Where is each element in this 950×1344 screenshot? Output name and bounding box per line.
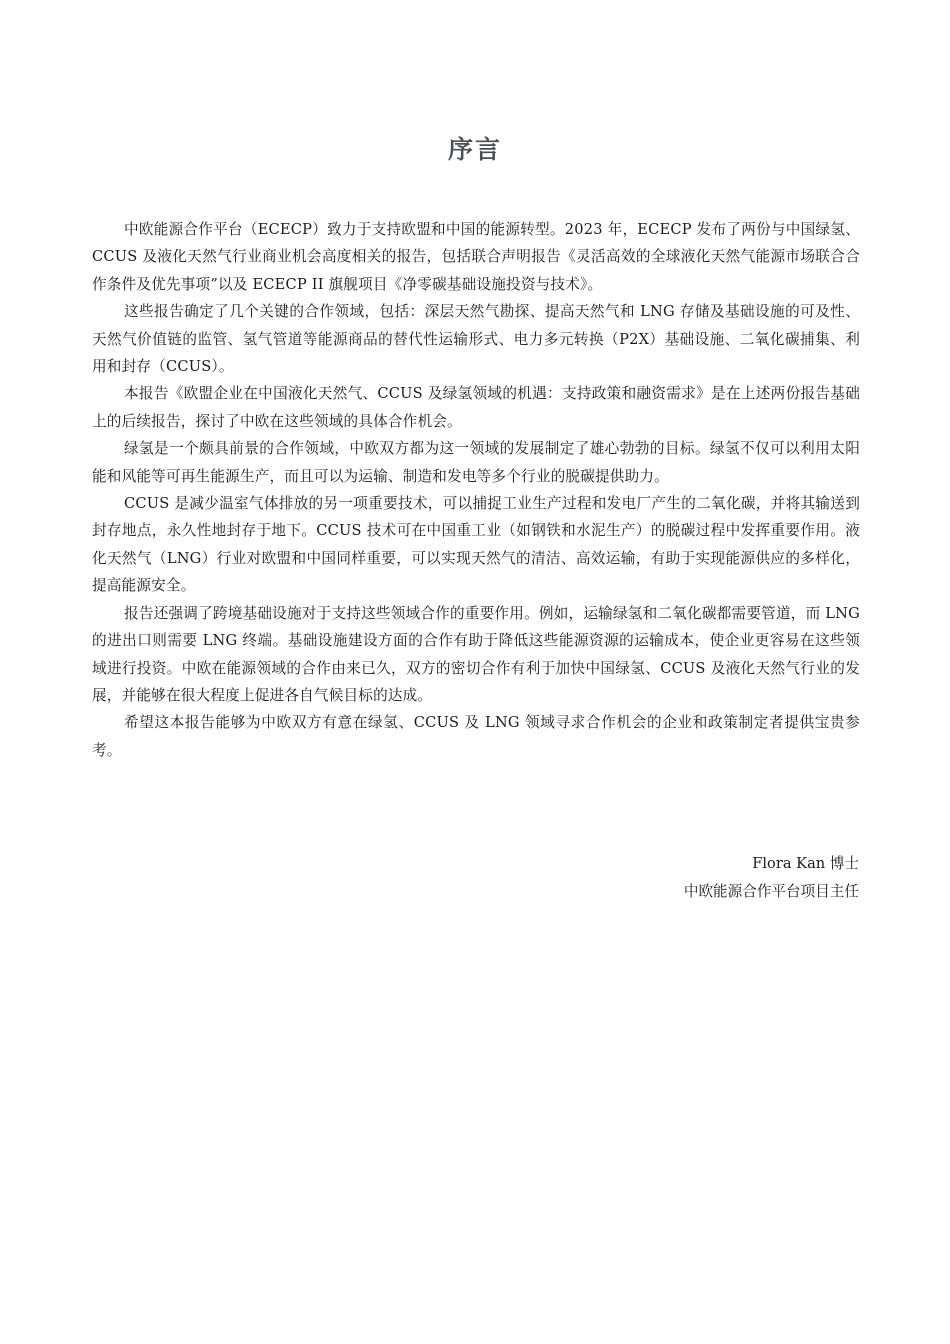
paragraph: 本报告《欧盟企业在中国液化天然气、CCUS 及绿氢领域的机遇：支持政策和融资需求》是在上述两份报告基础上的后续报告，探讨了中欧在这些领域的具体合作机会。 [92, 385, 860, 430]
preface-body [92, 216, 860, 764]
paragraph: 这些报告确定了几个关键的合作领域，包括：深层天然气勘探、提高天然气和 LNG 存储及基础设施的可及性、天然气价值链的监管、氢气管道等能源商品的替代性运输形式、电力多元转换（P2X）基础设施、二氧化碳捕集、利用和封存（CCUS）。 [92, 303, 860, 376]
page-title: 序言 [447, 135, 502, 164]
paragraph: 中欧能源合作平台（ECECP）致力于支持欧盟和中国的能源转型。2023 年，ECECP 发布了两份与中国绿氢、CCUS 及液化天然气行业商业机会高度相关的报告，包括联合声明报告《灵活高效的全球液化天然气能源市场联合合作条件及优先事项”以及 ECECP II 旗舰项目《净零碳基础设施投资与技术》。 [92, 221, 860, 293]
paragraph: CCUS 是减少温室气体排放的另一项重要技术，可以捕捉工业生产过程和发电厂产生的二氧化碳，并将其输送到封存地点，永久性地封存于地下。CCUS 技术可在中国重工业（如钢铁和水泥生产）的脱碳过程中发挥重要作用。液化天然气（LNG）行业对欧盟和中国同样重要，可以实现天然气的清洁、高效运输，有助于实现能源供应的多样化，提高能源安全。 [92, 495, 860, 595]
paragraph: 绿氢是一个颇具前景的合作领域，中欧双方都为这一领域的发展制定了雄心勃勃的目标。绿氢不仅可以利用太阳能和风能等可再生能源生产，而且可以为运输、制造和发电等多个行业的脱碳提供助力。 [92, 440, 860, 485]
paragraph: 希望这本报告能够为中欧双方有意在绿氢、CCUS 及 LNG 领域寻求合作机会的企业和政策制定者提供宝贵参考。 [92, 714, 860, 759]
signature-block [684, 850, 859, 906]
signature-role: 中欧能源合作平台项目主任 [683, 883, 859, 900]
paragraph: 报告还强调了跨境基础设施对于支持这些领域合作的重要作用。例如，运输绿氢和二氧化碳都需要管道，而 LNG 的进出口则需要 LNG 终端。基础设施建设方面的合作有助于降低这些能源资源的运输成本，使企业更容易在这些领域进行投资。中欧在能源领域的合作由来已久，双方的密切合作有利于加快中国绿氢、CCUS 及液化天然气行业的发展，并能够在很大程度上促进各自气候目标的达成。 [92, 604, 860, 704]
signature-name: Flora Kan 博士 [752, 855, 859, 872]
